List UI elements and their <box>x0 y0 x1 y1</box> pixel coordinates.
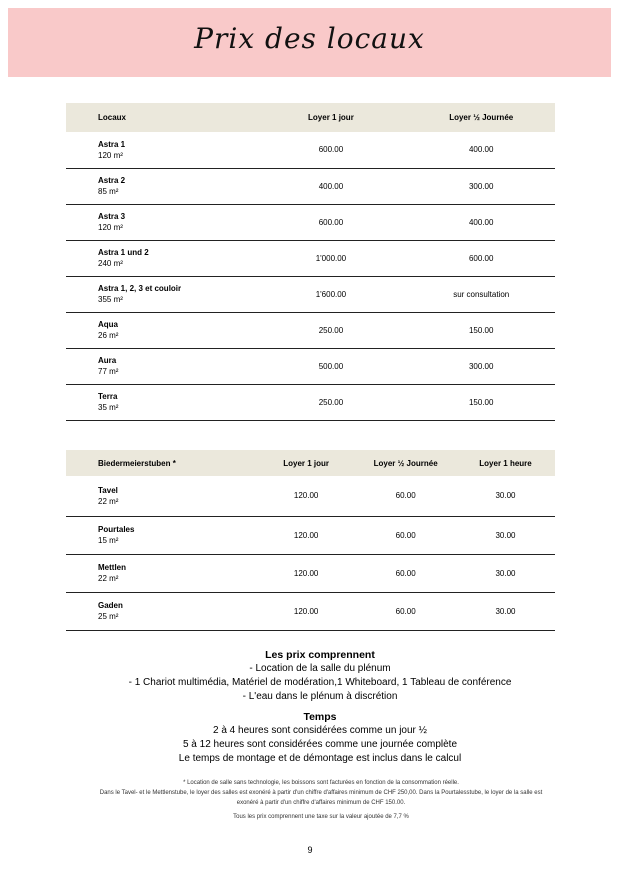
room-area: 120 m² <box>98 150 123 160</box>
room-cell <box>66 312 254 348</box>
rooms-price-table <box>66 103 555 421</box>
room-name: Aura <box>98 356 117 365</box>
full-day-price: 600.00 <box>254 204 407 240</box>
full-day-price: 600.00 <box>254 132 407 168</box>
table-row <box>66 168 555 204</box>
full-day-price: 250.00 <box>254 384 407 420</box>
room-area: 85 m² <box>98 187 119 196</box>
room-cell <box>66 168 254 204</box>
room-area: 120 m² <box>98 223 123 232</box>
column-header-hour: Loyer 1 heure <box>456 450 555 476</box>
footnote: * Location de salle sans technologie, les boissons sont facturées en fonction de la consommation réelle. <box>183 780 459 786</box>
room-name: Astra 1 und 2 <box>98 248 149 257</box>
room-name: Tavel <box>98 485 118 495</box>
time-rule: 5 à 12 heures sont considérées comme une journée complète <box>182 739 458 750</box>
half-day-price: 60.00 <box>355 592 456 630</box>
room-cell <box>66 516 257 554</box>
room-name: Astra 1 <box>98 139 126 149</box>
room-name: Terra <box>98 392 118 401</box>
full-day-price: 400.00 <box>254 168 407 204</box>
full-day-price: 250.00 <box>254 312 407 348</box>
half-day-price: 400.00 <box>407 132 555 168</box>
price-summary <box>60 648 580 766</box>
room-cell <box>66 132 254 168</box>
room-area: 15 m² <box>98 536 119 545</box>
table-row <box>66 132 555 168</box>
room-cell <box>66 240 254 276</box>
table-row <box>66 204 555 240</box>
included-item: - 1 Chariot multimédia, Matériel de modération,1 Whiteboard, 1 Tableau de conférence <box>128 677 512 688</box>
room-cell <box>66 476 257 516</box>
included-item: - L'eau dans le plénum à discrétion <box>242 691 398 702</box>
time-heading: Temps <box>303 711 337 723</box>
hour-price: 30.00 <box>456 476 555 516</box>
room-cell <box>66 592 257 630</box>
hour-price: 30.00 <box>456 592 555 630</box>
biedermeierstuben-price-table <box>66 450 555 631</box>
room-name: Pourtales <box>98 525 135 534</box>
column-header-full-day: Loyer 1 jour <box>257 450 355 476</box>
room-area: 25 m² <box>98 612 119 621</box>
column-header-full-day: Loyer 1 jour <box>254 103 407 132</box>
room-cell <box>66 554 257 592</box>
table-row <box>66 592 555 630</box>
hour-price: 30.00 <box>456 516 555 554</box>
room-area: 26 m² <box>98 331 119 340</box>
room-cell <box>66 276 254 312</box>
full-day-price: 120.00 <box>257 516 355 554</box>
table-row <box>66 554 555 592</box>
table-row <box>66 348 555 384</box>
time-rule: 2 à 4 heures sont considérées comme un jour ½ <box>212 725 427 736</box>
half-day-price: 400.00 <box>407 204 555 240</box>
full-day-price: 500.00 <box>254 348 407 384</box>
table-header-row <box>66 103 555 132</box>
room-area: 240 m² <box>98 259 123 268</box>
half-day-price: sur consultation <box>407 276 555 312</box>
full-day-price: 1'600.00 <box>254 276 407 312</box>
half-day-price: 600.00 <box>407 240 555 276</box>
table-row <box>66 276 555 312</box>
room-cell <box>66 348 254 384</box>
included-item: - Location de la salle du plénum <box>249 663 391 674</box>
half-day-price: 300.00 <box>407 168 555 204</box>
room-name: Astra 2 <box>98 176 126 185</box>
room-cell <box>66 204 254 240</box>
room-name: Astra 1, 2, 3 et couloir <box>98 284 182 293</box>
table-row <box>66 476 555 516</box>
half-day-price: 60.00 <box>355 476 456 516</box>
column-header-half-day: Loyer ½ Journée <box>355 450 456 476</box>
room-area: 22 m² <box>98 496 119 506</box>
time-rule: Le temps de montage et de démontage est inclus dans le calcul <box>178 753 462 764</box>
half-day-price: 150.00 <box>407 312 555 348</box>
room-name: Mettlen <box>98 563 126 572</box>
full-day-price: 120.00 <box>257 592 355 630</box>
room-name: Gaden <box>98 601 123 610</box>
title-banner <box>8 8 611 77</box>
room-name: Astra 3 <box>98 212 126 221</box>
footnotes <box>96 778 546 822</box>
included-heading: Les prix comprennent <box>265 649 375 661</box>
half-day-price: 60.00 <box>355 516 456 554</box>
footnote: Dans le Tavel- et le Mettlenstube, le loyer des salles est exonéré à partir d'un chiffre d'affaires minimum de CHF 250,00. Dans la Pourtalesstube, le loyer de la salle est exonéré à partir d'un chiffre d'affaires minimum de CHF 150.00. <box>99 790 543 806</box>
table-row <box>66 240 555 276</box>
column-header-rooms: Biedermeierstuben * <box>66 450 257 476</box>
half-day-price: 60.00 <box>355 554 456 592</box>
hour-price: 30.00 <box>456 554 555 592</box>
room-area: 355 m² <box>98 295 123 304</box>
column-header-rooms: Locaux <box>66 103 254 132</box>
column-header-half-day: Loyer ½ Journée <box>407 103 555 132</box>
room-name: Aqua <box>98 320 118 329</box>
full-day-price: 120.00 <box>257 476 355 516</box>
full-day-price: 1'000.00 <box>254 240 407 276</box>
table-header-row <box>66 450 555 476</box>
full-day-price: 120.00 <box>257 554 355 592</box>
page-title: Prix des locaux <box>194 22 425 55</box>
room-area: 35 m² <box>98 403 119 412</box>
page-number: 9 <box>307 845 313 855</box>
room-area: 77 m² <box>98 367 119 376</box>
half-day-price: 150.00 <box>407 384 555 420</box>
footnote: Tous les prix comprennent une taxe sur la valeur ajoutée de 7,7 % <box>233 814 409 820</box>
half-day-price: 300.00 <box>407 348 555 384</box>
room-cell <box>66 384 254 420</box>
table-row <box>66 384 555 420</box>
table-row <box>66 516 555 554</box>
table-row <box>66 312 555 348</box>
room-area: 22 m² <box>98 574 119 583</box>
